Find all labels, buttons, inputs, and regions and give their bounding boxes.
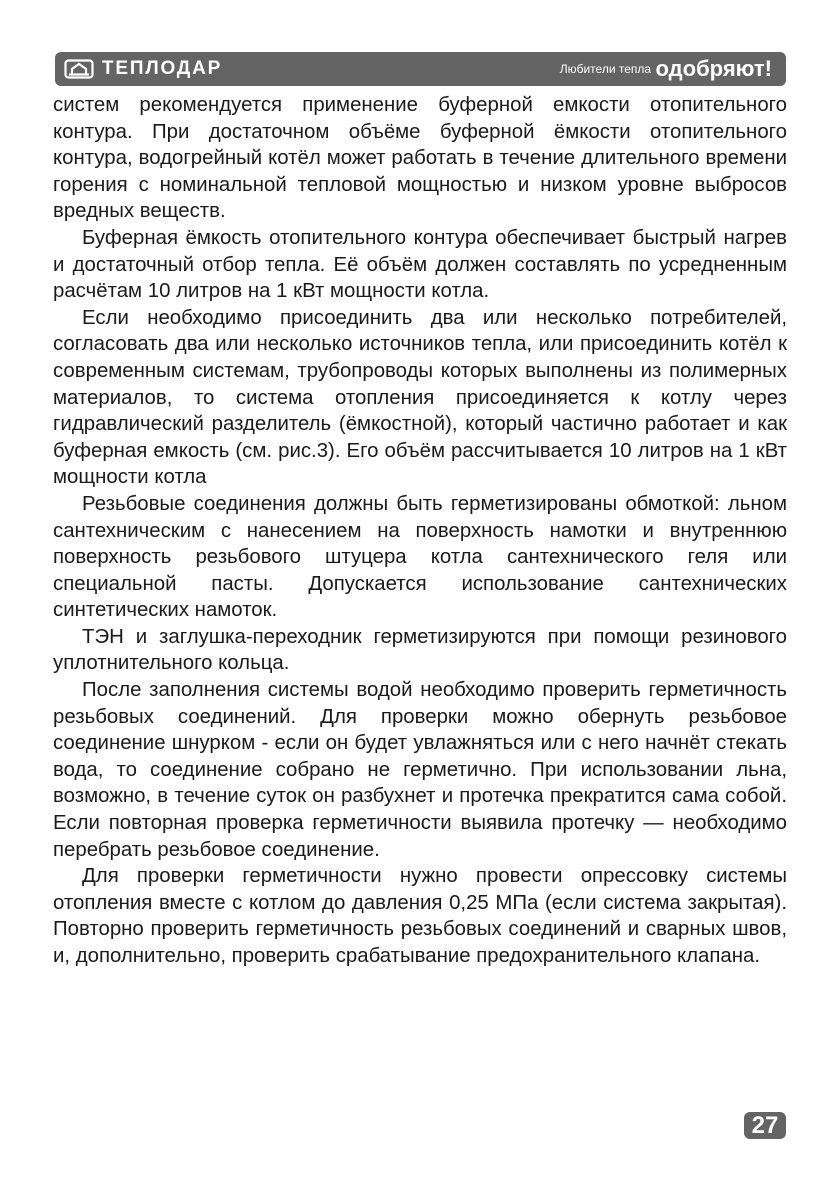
page-header (55, 52, 786, 86)
slogan-big: одобряют! (655, 56, 772, 81)
body-text (53, 92, 787, 970)
brand-logo-icon (64, 59, 94, 79)
brand-name: ТЕПЛОДАР (102, 58, 223, 79)
paragraph: Для проверки герметичности нужно провести опрессовку системы отопления вместе с котлом до давления 0,25 МПа (если система закрытая). Повторно проверить герметичность резьбовых соединений и сварных швов, и, дополнительно, проверить срабатывание предохранительного клапана. (53, 865, 787, 967)
paragraph: ТЭН и заглушка-переходник герметизируются при помощи резинового уплотнительного кольца. (53, 625, 787, 675)
page-number: 27 (744, 1112, 786, 1139)
paragraph: Буферная ёмкость отопительного контура обеспечивает быстрый нагрев и достаточный отбор тепла. Её объём должен составлять по усредненным расчётам 10 литров на 1 кВт мощности котла. (53, 226, 787, 303)
paragraph-continued: систем рекомендуется применение буферной емкости отопительного контура. При достаточном объёме буферной ёмкости отопительного контура, водогрейный котёл может работать в течение длительного времени горения с номинальной тепловой мощностью и низком уровне выбросов вредных веществ. (53, 94, 787, 223)
paragraph: Если необходимо присоединить два или несколько потребителей, согласовать два или несколько источников тепла, или присоединить котёл к современным системам, трубопроводы которых выполнены из полимерных материалов, то система отопления присоединяется к котлу через гидравлический разделитель (ёмкостной), который частично работает и как буферная емкость (см. рис.3). Его объём рассчитывается 10 литров на 1 кВт мощности котла (53, 306, 787, 489)
slogan (560, 54, 772, 84)
slogan-small: Любители тепла (559, 62, 652, 76)
paragraph: Резьбовые соединения должны быть герметизированы обмоткой: льном сантехническим с нанесением на поверхность намотки и внутреннюю поверхность резьбового штуцера котла сантехнического геля или специальной пасты. Допускается использование сантехнических синтетических намоток. (53, 492, 787, 622)
brand-logo (64, 58, 222, 80)
paragraph: После заполнения системы водой необходимо проверить герметичность резьбовых соединений. Для проверки можно обернуть резьбовое соединение шнурком - если он будет увлажняться или с него начнёт стекать вода, то соединение собрано не герметично. При использовании льна, возможно, в течение суток он разбухнет и протечка прекратится сама собой. Если повторная проверка герметичности выявила протечку — необходимо перебрать резьбовое соединение. (53, 679, 787, 861)
